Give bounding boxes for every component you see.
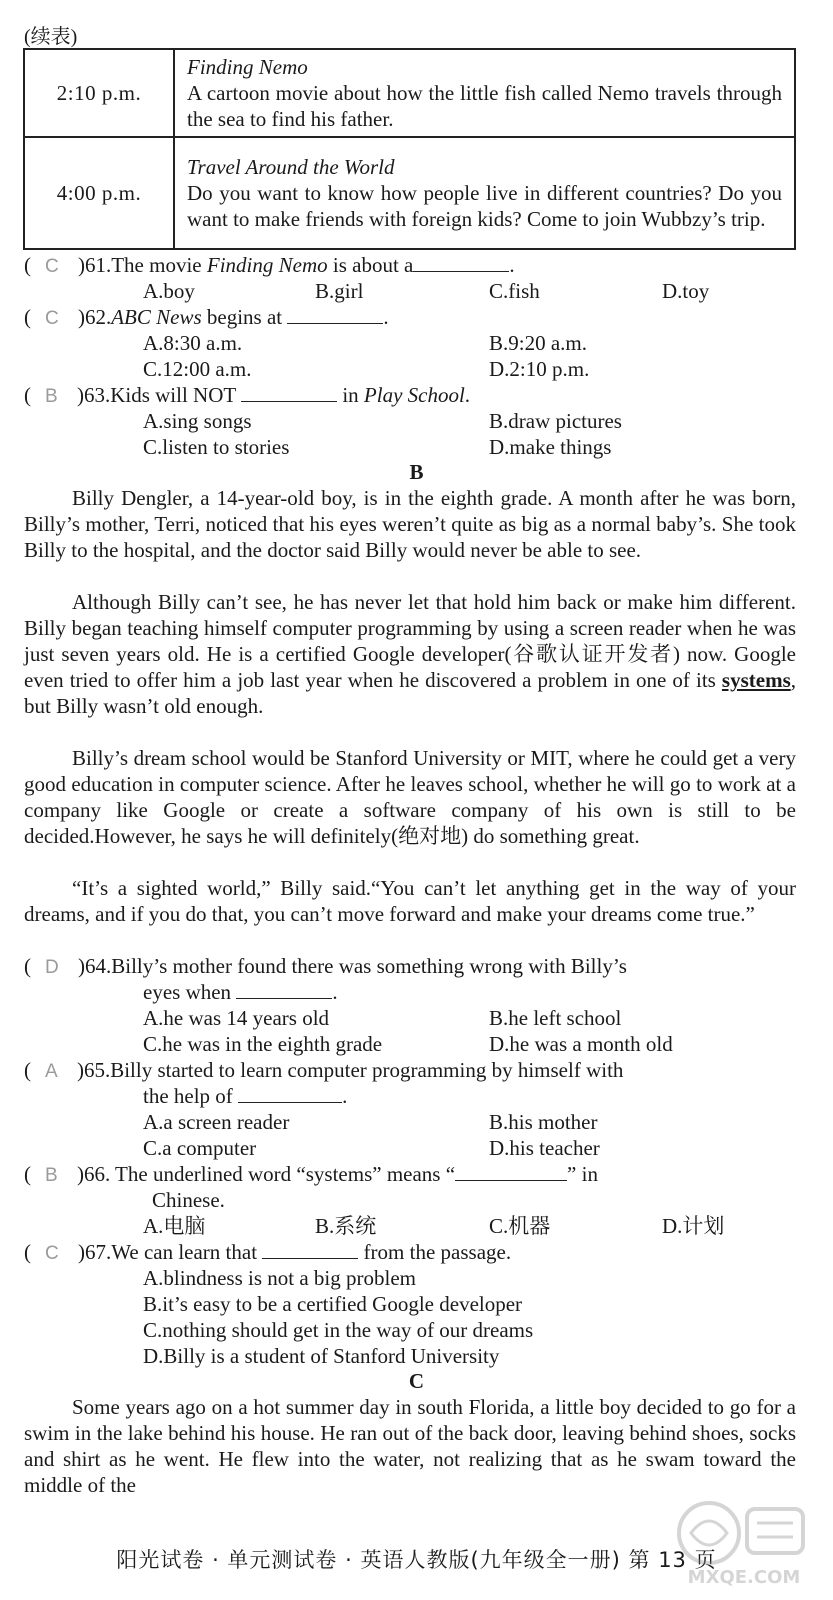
answer-blank xyxy=(413,253,509,272)
option-a: A.a screen reader xyxy=(143,1110,290,1134)
passage-b-paragraph-2: Although Billy can’t see, he has never let that hold him back or make him different. Billy began teaching himself computer programming by using a screen reader when he was just seven years old. He is a certified Google developer(谷歌认证开发者) now. Google even tried to offer him a job last year when he discovered a problem in one of its systems, but Billy wasn’t old enough. xyxy=(24,590,796,718)
watermark-logo xyxy=(669,1495,819,1590)
option-d: D.he was a month old xyxy=(489,1032,673,1056)
passage-b-paragraph-1: Billy Dengler, a 14-year-old boy, is in the eighth grade. A month after he was born, Billy’s mother, Terri, noticed that his eyes weren’t quite as big as a normal baby’s. She took Billy to the hospital, and the doctor said Billy would never be able to see. xyxy=(24,486,796,562)
question-64-line2: eyes when . xyxy=(143,980,338,1004)
option-c: C.he was in the eighth grade xyxy=(143,1032,383,1056)
passage-b-paragraph-4: “It’s a sighted world,” Billy said.“You can’t let anything get in the way of your dreams, and if you do that, you can’t move forward and make your dreams come true.” xyxy=(24,876,796,926)
option-c: C.12:00 a.m. xyxy=(143,357,252,381)
answer-mark: A xyxy=(45,1061,58,1082)
option-a: A.电脑 xyxy=(143,1214,206,1238)
option-a: A.sing songs xyxy=(143,409,252,433)
answer-blank xyxy=(262,1240,358,1259)
continued-label: (续表) xyxy=(24,26,78,48)
watermark-text: MXQE.COM xyxy=(687,1567,801,1588)
answer-mark: B xyxy=(45,386,58,407)
option-d: D.计划 xyxy=(662,1214,725,1238)
question-62: ( C )62.ABC News begins at . xyxy=(24,305,389,329)
table-row xyxy=(24,49,795,137)
program-cell xyxy=(174,137,795,249)
option-b: B.系统 xyxy=(315,1214,377,1238)
option-d: D.make things xyxy=(489,435,612,459)
answer-mark: C xyxy=(45,1243,59,1264)
table-row xyxy=(24,137,795,249)
question-67: ( C )67.We can learn that from the passage. xyxy=(24,1240,512,1264)
option-d: D.toy xyxy=(662,279,710,303)
option-b: B.girl xyxy=(315,279,364,303)
option-a: A.boy xyxy=(143,279,195,303)
option-c: C.机器 xyxy=(489,1214,551,1238)
option-b: B.9:20 a.m. xyxy=(489,331,587,355)
option-a: A.8:30 a.m. xyxy=(143,331,243,355)
program-cell xyxy=(174,49,795,137)
answer-blank xyxy=(287,305,383,324)
answer-blank xyxy=(455,1162,567,1181)
option-a: A.blindness is not a big problem xyxy=(143,1266,416,1290)
option-d: D.Billy is a student of Stanford University xyxy=(143,1344,500,1368)
program-title: Travel Around the World xyxy=(187,155,395,179)
section-heading-b: B xyxy=(409,460,424,484)
question-61: ( C )61.The movie Finding Nemo is about a . xyxy=(24,253,515,277)
question-63: ( B )63.Kids will NOT in Play School. xyxy=(24,383,471,407)
question-66: ( B )66. The underlined word “systems” means “ ” in xyxy=(24,1162,598,1186)
time-cell: 2:10 p.m. xyxy=(24,49,174,137)
question-65-line2: the help of . xyxy=(143,1084,348,1108)
answer-mark: C xyxy=(45,308,59,329)
option-c: C.fish xyxy=(489,279,540,303)
option-c: C.listen to stories xyxy=(143,435,290,459)
program-desc: Do you want to know how people live in different countries? Do you want to make friends with foreign kids? Come to join Wubbzy’s trip. xyxy=(187,181,782,231)
option-b: B.draw pictures xyxy=(489,409,622,433)
time-cell: 4:00 p.m. xyxy=(24,137,174,249)
answer-blank xyxy=(241,383,337,402)
option-b: B.it’s easy to be a certified Google developer xyxy=(143,1292,523,1316)
page-footer: 阳光试卷 · 单元测试卷 · 英语人教版(九年级全一册) 第 13 页 xyxy=(116,1548,717,1572)
answer-mark: C xyxy=(45,256,59,277)
question-64: ( D )64.Billy’s mother found there was something wrong with Billy’s xyxy=(24,954,627,978)
schedule-table xyxy=(23,48,796,250)
program-title: Finding Nemo xyxy=(187,55,308,79)
passage-c-paragraph-1: Some years ago on a hot summer day in south Florida, a little boy decided to go for a swim in the lake behind his house. He ran out of the back door, leaving behind shoes, socks and shirt as he went. He flew into the water, not realizing that as he swam toward the middle of the xyxy=(24,1395,796,1497)
option-d: D.2:10 p.m. xyxy=(489,357,590,381)
option-a: A.he was 14 years old xyxy=(143,1006,330,1030)
answer-blank xyxy=(236,980,332,999)
option-b: B.he left school xyxy=(489,1006,622,1030)
question-65: ( A )65.Billy started to learn computer programming by himself with xyxy=(24,1058,624,1082)
answer-blank xyxy=(238,1084,342,1103)
option-d: D.his teacher xyxy=(489,1136,600,1160)
section-heading-c: C xyxy=(408,1369,425,1393)
program-desc: A cartoon movie about how the little fish called Nemo travels through the sea to find his father. xyxy=(187,81,782,131)
option-c: C.nothing should get in the way of our dreams xyxy=(143,1318,534,1342)
option-c: C.a computer xyxy=(143,1136,257,1160)
option-b: B.his mother xyxy=(489,1110,598,1134)
question-66-line2: Chinese. xyxy=(152,1188,225,1212)
answer-mark: D xyxy=(45,957,59,978)
passage-b-paragraph-3: Billy’s dream school would be Stanford University or MIT, where he could get a very good education in computer science. After he leaves school, whether he will go to work at a company like Google or create a software company of his own is still to be decided.However, he says he will definitely(绝对地) do something great. xyxy=(24,746,796,848)
answer-mark: B xyxy=(45,1165,58,1186)
underlined-word: systems xyxy=(721,668,791,692)
